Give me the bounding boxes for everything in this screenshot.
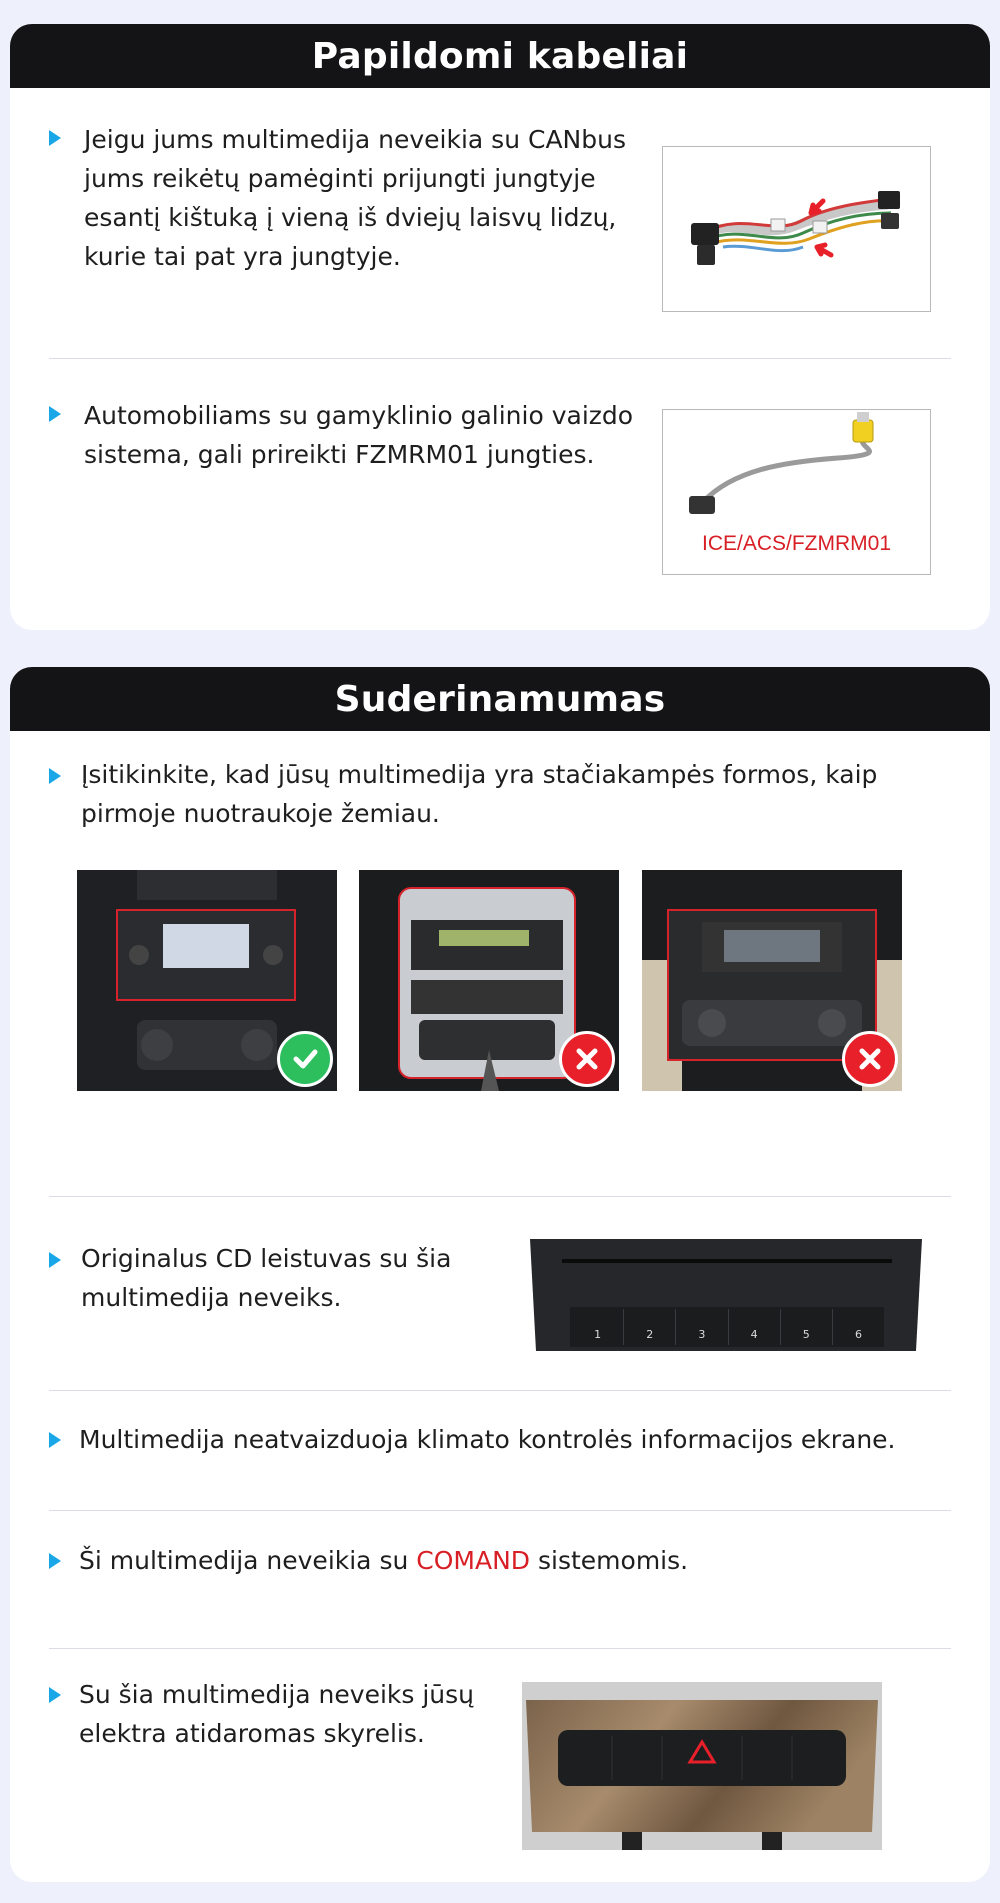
divider	[49, 1196, 951, 1197]
cd-button-row	[572, 1309, 884, 1345]
cd-player-text	[81, 1239, 451, 1317]
text-line: esantį kištuką į vieną iš dviejų laisvų lidzų,	[84, 203, 617, 232]
divider	[49, 1390, 951, 1391]
text-line: Įsitikinkite, kad jūsų multimedija yra stačiakampės formos, kaip	[81, 760, 878, 789]
text-line: Jeigu jums multimedija neveikia su CANbus	[84, 125, 626, 154]
climate-info-text	[79, 1420, 896, 1459]
bullet-icon	[49, 406, 61, 422]
text-line: kurie tai pat yra jungtyje.	[84, 242, 401, 271]
canbus-harness-image	[662, 146, 931, 312]
bullet-icon	[49, 1432, 61, 1448]
cable-canbus-text	[84, 120, 626, 276]
divider	[49, 1510, 951, 1511]
comand-highlight: COMAND	[416, 1546, 531, 1575]
rear-view-cable-text	[84, 396, 633, 474]
cd-button-4: 4	[729, 1309, 781, 1345]
section-title-compatibility: Suderinamumas	[10, 667, 990, 731]
check-icon	[290, 1044, 320, 1074]
dashboard-photo-compatible	[77, 870, 337, 1091]
compatibility-card	[10, 667, 990, 1882]
bullet-icon	[49, 1553, 61, 1569]
close-icon	[573, 1045, 601, 1073]
text-fragment: sistemomis.	[530, 1546, 689, 1575]
text-line: Originalus CD leistuvas su šia	[81, 1244, 452, 1273]
cd-button-1: 1	[572, 1309, 624, 1345]
divider	[49, 358, 951, 359]
cd-button-6: 6	[854, 1328, 862, 1341]
section-title-additional-cables: Papildomi kabeliai	[10, 24, 990, 88]
text-line: Automobiliams su gamyklinio galinio vaizdo	[84, 401, 634, 430]
storage-panel-image	[522, 1682, 882, 1850]
text-fragment: Ši multimedija neveikia su	[79, 1546, 417, 1575]
storage-compartment-text	[79, 1675, 474, 1753]
divider	[49, 1648, 951, 1649]
cable-caption: ICE/ACS/FZMRM01	[701, 532, 892, 555]
bullet-icon	[49, 768, 61, 784]
fzmrm01-cable-image	[662, 409, 931, 575]
text-line: Multimedija neatvaizduoja klimato kontrolės informacijos ekrane.	[79, 1425, 896, 1454]
text-line: multimedija neveiks.	[81, 1283, 342, 1312]
comand-text	[79, 1541, 688, 1580]
wire-harness-illustration	[663, 147, 930, 311]
status-badge-bad	[842, 1031, 898, 1087]
cd-button-5: 5	[781, 1309, 833, 1345]
rca-cable-illustration	[663, 410, 930, 520]
cd-button-2: 2	[624, 1309, 676, 1345]
dashboard-photo-incompatible-2	[642, 870, 902, 1091]
text-line: pirmoje nuotraukoje žemiau.	[81, 799, 440, 828]
bullet-icon	[49, 1252, 61, 1268]
status-badge-bad	[559, 1031, 615, 1087]
wood-panel-illustration	[522, 1682, 882, 1850]
additional-cables-card	[10, 24, 990, 630]
shape-check-text	[81, 755, 877, 833]
dashboard-photo-incompatible-1	[359, 870, 619, 1091]
close-icon	[856, 1045, 884, 1073]
bullet-icon	[49, 130, 61, 146]
bullet-icon	[49, 1687, 61, 1703]
text-line: elektra atidaromas skyrelis.	[79, 1719, 425, 1748]
text-line: sistema, gali prireikti FZMRM01 jungties.	[84, 440, 595, 469]
cd-button-3: 3	[676, 1309, 728, 1345]
cd-player-image	[522, 1239, 926, 1351]
text-line: Su šia multimedija neveiks jūsų	[79, 1680, 475, 1709]
text-line: jums reikėtų pamėginti prijungti jungtyje	[84, 164, 596, 193]
status-badge-ok	[277, 1031, 333, 1087]
